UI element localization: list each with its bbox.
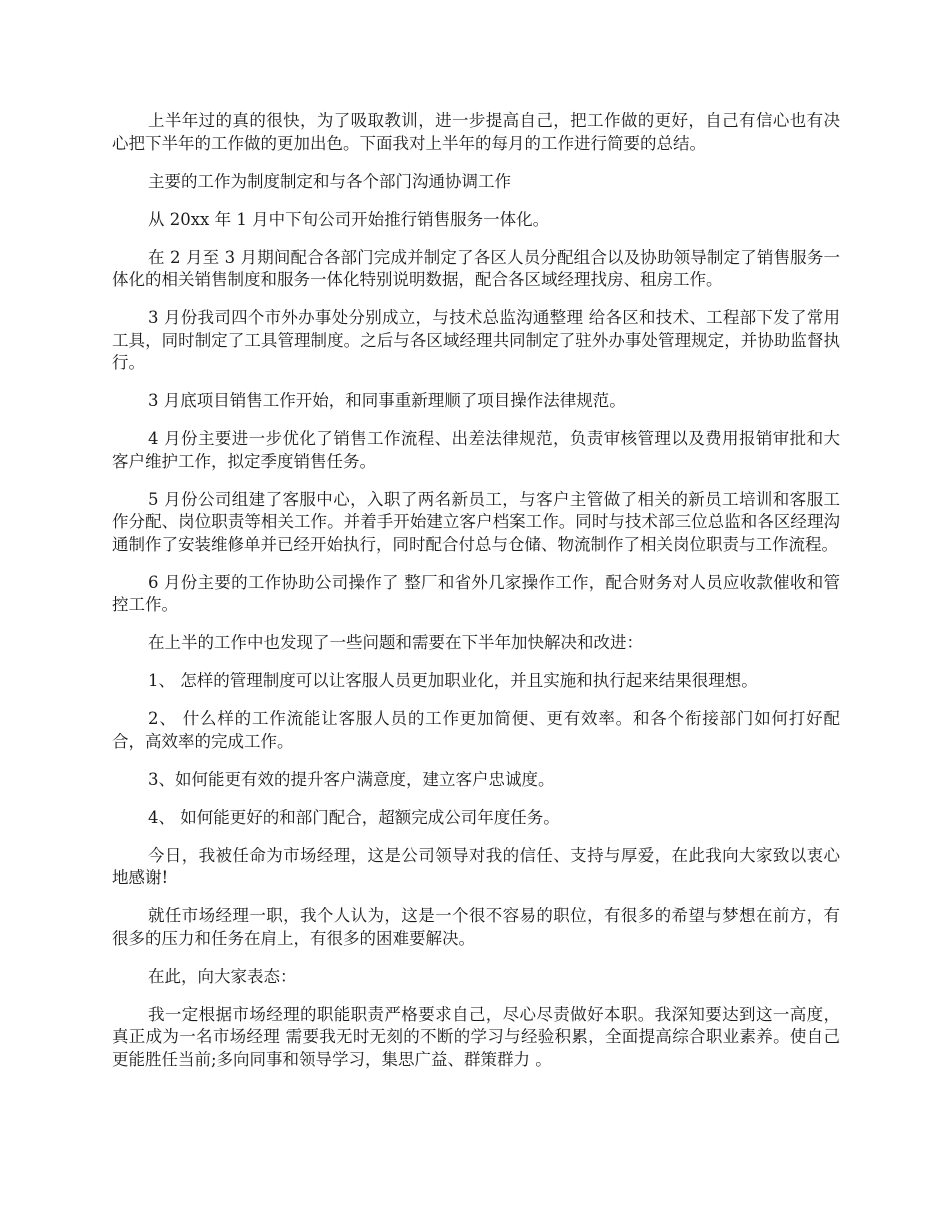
paragraph-intro: 上半年过的真的很快，为了吸取教训，进一步提高自己，把工作做的更好，自己有信心也有决心把下半年的工作做的更加出色。下面我对上半年的每月的工作进行简要的总结。 — [112, 111, 840, 153]
list-item-3: 3、如何能更有效的提升客户满意度，建立客户忠诚度。 — [148, 769, 555, 789]
paragraph-problems-intro: 在上半的工作中也发现了一些问题和需要在下半年加快解决和改进： — [148, 633, 643, 652]
paragraph-statement-intro: 在此，向大家表态： — [148, 966, 297, 986]
list-item-1: 1、 怎样的管理制度可以让客服人员更加职业化，并且实施和执行起来结果很理想。 — [148, 671, 758, 690]
paragraph-main-work: 主要的工作为制度制定和与各个部门沟通协调工作 — [148, 171, 511, 191]
paragraph-may: 5 月份公司组建了客服中心，入职了两名新员工，与客户主管做了相关的新员工培训和客服工作分配、岗位职责等相关工作。并着手开始建立客户档案工作。同时与技术部三位总监和各区经理沟通制作了安装维修单并已经开始执行，同时配合付总与仓储、物流制作了相关岗位职责与工作流程。 — [112, 489, 840, 554]
paragraph-commitment: 我一定根据市场经理的职能职责严格要求自己，尽心尽责做好本职。我深知要达到这一高度，真正成为一名市场经理 需要我无时无刻的不断的学习与经验积累，全面提高综合职业素养。使自己更能胜任当前;多向同事和领导学习，集思广益、群策群力 。 — [112, 1004, 840, 1069]
list-item-4: 4、 如何能更好的和部门配合，超额完成公司年度任务。 — [148, 807, 560, 827]
paragraph-appointment: 今日，我被任命为市场经理，这是公司领导对我的信任、支持与厚爱，在此我向大家致以衷心地感谢! — [112, 845, 840, 887]
paragraph-april: 4 月份主要进一步优化了销售工作流程、出差法律规范，负责审核管理以及费用报销审批和大客户维护工作，拟定季度销售任务。 — [112, 429, 840, 471]
paragraph-june: 6 月份主要的工作协助公司操作了 整厂和省外几家操作工作，配合财务对人员应收款催收和管控工作。 — [112, 572, 840, 614]
paragraph-march-offices: 3 月份我司四个市外办事处分别成立，与技术总监沟通整理 给各区和技术、工程部下发了常用工具，同时制定了工具管理制度。之后与各区域经理共同制定了驻外办事处管理规定，并协助监督执行。 — [112, 308, 840, 372]
paragraph-january: 从 20xx 年 1 月中下旬公司开始推行销售服务一体化。 — [148, 209, 550, 229]
list-item-2: 2、 什么样的工作流能让客服人员的工作更加简便、更有效率。和各个衔接部门如何打好配合，高效率的完成工作。 — [112, 709, 840, 751]
paragraph-position: 就任市场经理一职，我个人认为，这是一个很不容易的职位，有很多的希望与梦想在前方，有很多的压力和任务在肩上，有很多的困难要解决。 — [112, 906, 840, 948]
paragraph-feb-mar: 在 2 月至 3 月期间配合各部门完成并制定了各区人员分配组合以及协助领导制定了销售服务一体化的相关销售制度和服务一体化特别说明数据，配合各区域经理找房、租房工作。 — [112, 247, 840, 289]
document-body — [112, 110, 840, 1087]
paragraph-march-end: 3 月底项目销售工作开始，和同事重新理顺了项目操作法律规范。 — [148, 391, 626, 410]
